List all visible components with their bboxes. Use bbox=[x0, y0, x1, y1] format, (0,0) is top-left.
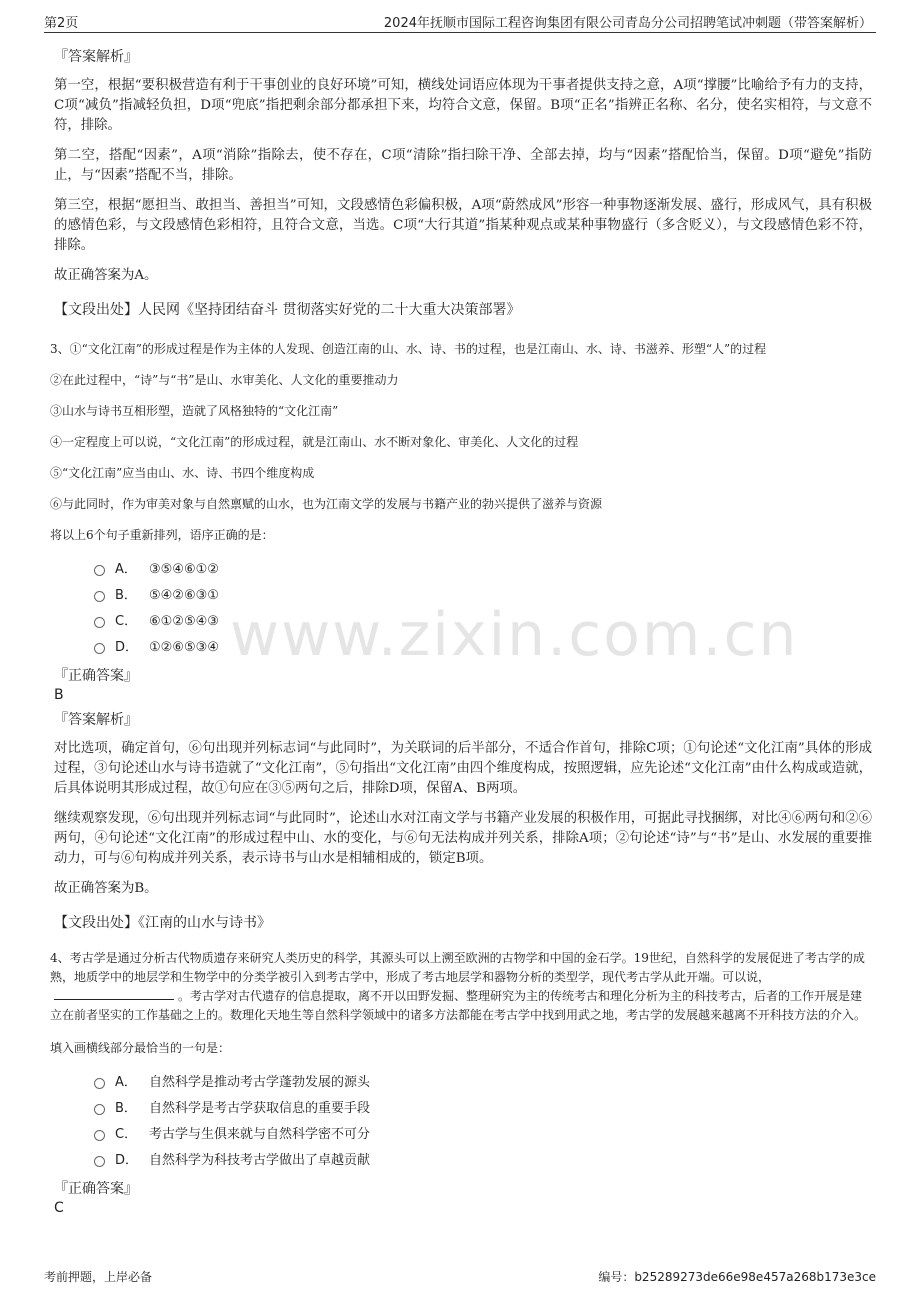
q4-option-a[interactable]: A． 自然科学是推动考古学蓬勃发展的源头 bbox=[94, 1070, 872, 1096]
q2-analysis-paragraph: 第二空，搭配“因素”，A项“消除”指除去，使不存在，C项“清除”指扫除干净、全部去掉，均与“因素”搭配恰当，保留。D项“避免”指防止，与“因素”搭配不当，排除。 bbox=[54, 148, 872, 183]
fill-blank bbox=[54, 987, 174, 1000]
q4-options bbox=[94, 1070, 872, 1174]
q3-analysis-label: 『答案解析』 bbox=[54, 712, 138, 728]
radio-icon[interactable] bbox=[94, 643, 105, 654]
radio-icon[interactable] bbox=[94, 565, 105, 576]
q3-option-b[interactable]: B． ⑤④②⑥③① bbox=[94, 583, 872, 609]
q4-stem: 4、考古学是通过分析古代物质遗存来研究人类历史的科学，其源头可以上溯至欧洲的古物学和中国的金石学。19世纪，自然科学的发展促进了考古学的成熟，地质学中的地层学和生物学中的分类学被引入到考古学中，形成了考古地层学和器物分析的类型学，现代考古学从此开端。可以说，。考古学对古代遗存的信息提取，离不开以田野发掘、整理研究为主的传统考古和理化分析为主的科技考古，后者的工作开展是建立在前者坚实的工作基础之上的。数理化天地生等自然科学领域中的诸多方法都能在考古学中找到用武之地，考古学的发展越来越离不开科技方法的介入。 bbox=[50, 951, 867, 1022]
q3-option-d[interactable]: D． ①②⑥⑤③④ bbox=[94, 635, 872, 661]
q3-options bbox=[94, 557, 872, 661]
q2-analysis-paragraph: 第三空，根据“愿担当、敢担当、善担当”可知，文段感情色彩偏积极，A项“蔚然成风”形容一种事物逐渐发展、盛行，形成风气，具有积极的感情色彩，与文段感情色彩相符，且符合文意，当选。C项“大行其道”指某种观点或某种事物盛行（多含贬义），与文段感情色彩不符，排除。 bbox=[54, 198, 872, 253]
q3-sentence: 3、①“文化江南”的形成过程是作为主体的人发现、创造江南的山、水、诗、书的过程，也是江南山、水、诗、书滋养、形塑“人”的过程 bbox=[50, 342, 767, 356]
q3-prompt: 将以上6个句子重新排列，语序正确的是： bbox=[50, 528, 274, 542]
q3-analysis-paragraph: 对比选项，确定首句，⑥句出现并列标志词“与此同时”，为关联词的后半部分，不适合作首句，排除C项；①句论述“文化江南”具体的形成过程，③句论述山水与诗书造就了“文化江南”，⑤句指出“文化江南”由四个维度构成，按照逻辑，应先论述“文化江南”由什么构成或造就，后具体说明其形成过程，故①句应在③⑤两句之后，排除D项，保留A、B两项。 bbox=[54, 741, 872, 796]
q3-analysis-conclusion: 故正确答案为B。 bbox=[54, 881, 158, 896]
q4-option-b[interactable]: B． 自然科学是考古学获取信息的重要手段 bbox=[94, 1096, 872, 1122]
q2-analysis-conclusion: 故正确答案为A。 bbox=[54, 268, 158, 283]
q4-answer: C bbox=[54, 1200, 64, 1216]
watermark: www.zixin.com.cn bbox=[230, 600, 799, 670]
radio-icon[interactable] bbox=[94, 1104, 105, 1115]
q2-source: 【文段出处】人民网《坚持团结奋斗 贯彻落实好党的二十大重大决策部署》 bbox=[54, 302, 521, 318]
q3-sentence: ⑤“文化江南”应当由山、水、诗、书四个维度构成 bbox=[50, 466, 315, 480]
q4-prompt: 填入画横线部分最恰当的一句是： bbox=[50, 1041, 231, 1055]
q4-answer-label: 『正确答案』 bbox=[54, 1181, 138, 1197]
q4-option-d[interactable]: D． 自然科学为科技考古学做出了卓越贡献 bbox=[94, 1148, 872, 1174]
q4-option-c[interactable]: C． 考古学与生俱来就与自然科学密不可分 bbox=[94, 1122, 872, 1148]
q2-analysis-paragraph: 第一空，根据“要积极营造有利于干事创业的良好环境”可知，横线处词语应体现为干事者提供支持之意，A项“撑腰”比喻给予有力的支持，C项“减负”指减轻负担，D项“兜底”指把剩余部分都承担下来，均符合文意，保留。B项“正名”指辨正名称、名分，使名实相符，与文意不符，排除。 bbox=[54, 78, 872, 133]
q3-sentence: ④一定程度上可以说，“文化江南”的形成过程，就是江南山、水不断对象化、审美化、人文化的过程 bbox=[50, 435, 579, 449]
q3-analysis-paragraph: 继续观察发现，⑥句出现并列标志词“与此同时”，论述山水对江南文学与书籍产业发展的积极作用，可据此寻找捆绑，对比④⑥两句和②⑥两句，④句论述“文化江南”的形成过程中山、水的变化，与⑥句无法构成并列关系，排除A项；②句论述“诗”与“书”是山、水发展的重要推动力，可与⑥句构成并列关系，表示诗书与山水是相辅相成的，锁定B项。 bbox=[54, 811, 872, 866]
footer-slogan: 考前押题，上岸必备 bbox=[44, 1270, 153, 1284]
q3-sentence: ②在此过程中，“诗”与“书”是山、水审美化、人文化的重要推动力 bbox=[50, 373, 399, 387]
page-number: 第2页 bbox=[44, 16, 79, 31]
document-title: 2024年抚顺市国际工程咨询集团有限公司青岛分公司招聘笔试冲刺题（带答案解析） bbox=[383, 16, 872, 31]
page-header bbox=[44, 10, 876, 33]
q2-analysis-label: 『答案解析』 bbox=[54, 49, 138, 65]
radio-icon[interactable] bbox=[94, 1156, 105, 1167]
page-footer bbox=[44, 1268, 876, 1285]
radio-icon[interactable] bbox=[94, 1130, 105, 1141]
q3-option-c[interactable]: C． ⑥①②⑤④③ bbox=[94, 609, 872, 635]
q3-source: 【文段出处】《江南的山水与诗书》 bbox=[54, 915, 271, 931]
radio-icon[interactable] bbox=[94, 591, 105, 602]
q3-answer: B bbox=[54, 687, 64, 703]
radio-icon[interactable] bbox=[94, 1078, 105, 1089]
radio-icon[interactable] bbox=[94, 617, 105, 628]
q3-option-a[interactable]: A． ③⑤④⑥①② bbox=[94, 557, 872, 583]
q3-sentence: ⑥与此同时，作为审美对象与自然禀赋的山水，也为江南文学的发展与书籍产业的勃兴提供了滋养与资源 bbox=[50, 497, 603, 511]
q3-sentence: ③山水与诗书互相形塑，造就了风格独特的“文化江南” bbox=[50, 404, 339, 418]
q3-answer-label: 『正确答案』 bbox=[54, 668, 138, 684]
document-id: 编号：b25289273de66e98e457a268b173e3ce bbox=[598, 1270, 876, 1284]
page-content bbox=[50, 40, 872, 1216]
